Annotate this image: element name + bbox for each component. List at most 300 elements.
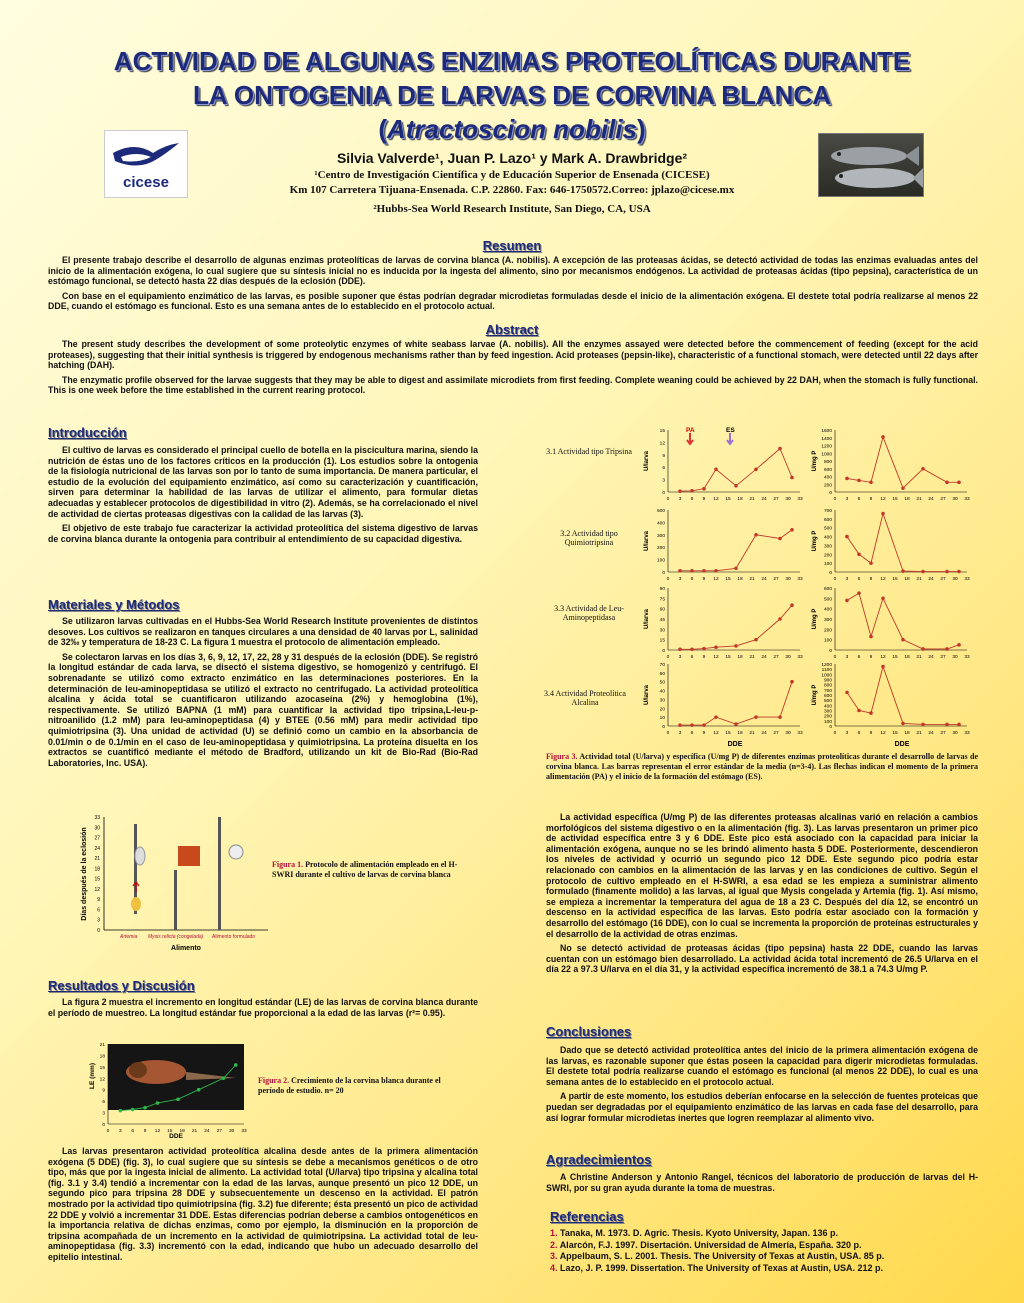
fig3-right-4-xtick: 27 [940,731,946,736]
fig2-ytick: 21 [99,1043,105,1048]
fig3-right-4-xtick: 30 [952,731,958,736]
fig3-right-1-ytick: 1600 [821,429,832,434]
reference-text: Appelbaum, S. L. 2001. Thesis. The University of Texas at Austin, USA. 85 p. [559,1251,885,1261]
fig3-right-1-point [845,477,849,481]
fig2-xtick: 15 [167,1129,173,1134]
fig3-left-1-xtick: 30 [785,497,791,502]
figure-3-caption [546,752,978,782]
fig2-ytick: 3 [102,1111,105,1117]
fig3-right-4-ytick: 600 [823,694,832,699]
fig2-xtick: 6 [131,1129,135,1134]
fig3-right-2-point [957,570,961,574]
fig3-right-3-xtick: 30 [952,655,958,660]
fig3-left-3-xtick: 3 [678,655,682,660]
fig3-right-3-xtick: 33 [964,655,970,660]
figure-3-chart [640,420,980,750]
fig3-left-3-ytick: 45 [659,618,665,623]
reference-item [550,1228,980,1240]
title-paren-close: ) [636,114,646,144]
fig3-left-4-xtick: 0 [666,731,670,736]
fig3-left-4-xtick: 18 [737,731,743,736]
fig3-right-2-point [901,569,905,573]
results-body-1 [48,997,478,1022]
fig3-ylabel-left: U/larva [644,450,650,472]
fig3-right-3-point [945,647,949,651]
authors: Silvia Valverde¹, Juan P. Lazo¹ y Mark A. Drawbridge² [336,150,688,166]
references-list [550,1228,980,1274]
fig3-right-2-xtick: 6 [857,577,861,582]
fig3-right-1-point [945,481,949,485]
fig1-caption-label: Figura 1. [272,860,304,869]
fig3-left-3-xtick: 24 [761,655,767,660]
fig3-right-2-ytick: 200 [823,553,832,559]
references-heading: Referencias [550,1209,624,1224]
fig3-right-2-ytick: 0 [829,571,832,576]
fig3-right-2-point [845,535,849,539]
fig3-right-4-ytick: 400 [823,704,832,710]
fig3-left-3-ytick: 0 [662,649,665,654]
fig3-left-3-point [754,638,758,642]
fig3-left-4-ytick: 20 [659,707,665,713]
fig3-right-1-xtick: 18 [904,497,910,502]
fig3-right-1-ytick: 800 [823,460,832,465]
fig3-row-label-3: 3.3 Actividad de Leu-Aminopeptidasa [554,604,624,622]
fig3-left-2-xtick: 21 [749,577,755,582]
fig3-right-3-point [901,638,905,642]
fig1-ytick: 18 [94,866,100,873]
fig3-left-1-ytick: 9 [662,453,665,459]
fig3-right-3-ytick: 100 [823,638,832,644]
fig1-ytick: 0 [97,928,100,934]
fig3-left-1-point [790,476,794,480]
fig2-point [222,1076,226,1080]
fig3-right-4-ytick: 1200 [821,663,832,668]
fig3-right-1-point [957,481,961,485]
fig3-right-4-xtick: 3 [845,731,849,736]
acknowledgements-p1: A Christine Anderson y Antonio Rangel, técnicos del laboratorio de producción de larvas del H-SWRI, por su gran ayuda durante la toma de muestras. [546,1172,978,1193]
fig3-left-3-xtick: 9 [702,655,706,660]
fig3-left-4-xtick: 15 [725,731,731,736]
methods-body [48,616,478,772]
fig3-right-4-point [845,691,849,695]
fig3-right-3-xtick: 9 [869,655,873,660]
figure-2-chart [86,1038,252,1140]
fig3-left-4-xtick: 27 [773,731,779,736]
fish-photo [818,133,924,197]
fig3-right-1-xtick: 24 [928,497,934,502]
fig3-right-4-ytick: 200 [823,714,832,720]
right-p2: No se detectó actividad de proteasas ácidas (tipo pepsina) hasta 22 DDE, cuando las larvas cuentan con un estómago bien desarrollado. La actividad ácida total incrementó de 26.5 U/larva en el día 22 a 97.3 U/larva en el día 31, y la actividad específica incrementó de 38.1 a 74.3 U/mg P. [546,943,978,975]
methods-p2: Se colectaron larvas en los días 3, 6, 9, 12, 17, 22, 28 y 31 después de la eclosión (DDE). Se registró la longitud estándar de cada larva, se disectó el sistema digestivo, se homogenizó y centrifugó. El sobrenadante se utilizó como extracto enzimático en las determinaciones posteriores. En la determinación de leu-aminopeptidasa se utilizó el extracto no centrifugado. La actividad proteolítica alcalina y ácida total se cuantificaron utilizando azocaseína (2%) y hemoglobina (1%), respectivamente. Se utilizó BAPNA (1 mM) para cuantificar la actividad tipo tripsina,L-leu-p-nitroanilido (1.2 mM) para leu-aminopeptidasa (4) y BTEE (0.56 mM) para medir actividad tipo quimiotripsina (3). Una unidad de actividad (U) se definió como un cambio en la absorbancia de 0.01/min o de 0.1/min en el caso de leu-aminopeptidasa y quimiotripsina. La proteína disuelta en los extractos se cuantificó mediante el método de Bradford, utilizando un kit de Bio-Rad (Bio-Rad Laboratories, Inc. USA). [48,651,478,768]
fig3-right-4-xtick: 24 [928,731,934,736]
fig3-right-1-ytick: 1000 [821,452,832,458]
fig1-ytick: 12 [94,886,100,893]
fig3-right-3-point [881,597,885,601]
fig3-left-1-point [754,467,758,471]
reference-item [550,1240,980,1252]
fig3-right-1-xtick: 27 [940,497,946,502]
fig2-xtick: 27 [216,1129,222,1134]
fig3-right-4-xtick: 12 [880,731,886,736]
fig3-right-4-point [945,723,949,727]
fig3-left-1-xtick: 24 [761,497,767,502]
logo-text: cicese [123,174,169,191]
fig3-caption-label: Figura 3. [546,752,578,761]
fig3-left-3-ytick: 75 [659,597,665,603]
fig3-left-2-xtick: 3 [678,577,682,582]
fig3-left-2-point [702,569,706,573]
fig3-left-4-point [754,715,758,719]
fig1-xlabel: Alimento [171,945,201,952]
fig3-right-1-xtick: 6 [857,497,861,502]
fig3-right-3-point [957,643,961,647]
fig3-right-3-xtick: 0 [833,655,837,660]
affiliation-address: Km 107 Carretera Tijuana-Ensenada. C.P. 22860. Fax: 646-1750572.Correo: jplazo@cicese.mx [289,184,735,196]
fig3-left-3-xtick: 12 [713,655,719,660]
resumen-p1: El presente trabajo describe el desarrollo de algunas enzimas proteolíticas de larvas de corvina blanca (A. nobilis). A excepción de las proteasas ácidas, se detectó actividad de todas las enzimas evaluadas antes del inicio de la alimentación exógena, lo cual sugiere que su síntesis inicial no es inducida por la ingesta del alimento, sino por mecanismos endógenos. La actividad de proteasas ácidas (tipo pepsina), característica de un estómago funcional, se detectó hasta 22 días después de la eclosión (DDE). [48,255,978,287]
fig3-left-2-ytick: 500 [656,509,665,514]
abstract-p1: The present study describes the development of some proteolytic enzymes of white seabass larvae (A. nobilis). All the enzymes assayed were detected before the commencement of feeding (except for the acid proteases), suggesting that their initial synthesis is triggered by endogenous mechanisms rather than by feed ingestion. Acid proteases (pepsin-like), characteristic of a functional stomach, were detected until 22 days after hatching (DAH). [48,339,978,371]
title-paren-open: ( [378,114,388,144]
fig2-xtick: 3 [119,1129,122,1134]
fig3-left-4-point [734,722,738,726]
fig3-right-3-point [857,591,861,595]
figure-1-caption [272,860,467,880]
fig3-right-4-xtick: 21 [916,731,922,736]
fig3-left-4-xtick: 3 [678,731,682,736]
fig1-ytick: 33 [94,815,100,821]
fig2-point [131,1108,135,1112]
fig1-caption-text: Protocolo de alimentación empleado en el H-SWRI durante el cultivo de larvas de corvina blanca [272,860,458,879]
fig3-left-4-point [690,723,694,727]
fig3-left-4-ytick: 50 [659,680,665,686]
pa-arrow-icon [687,433,693,444]
fig3-right-4-point [881,665,885,669]
results-heading: Resultados y Discusión [48,978,195,993]
fig3-right-2-ytick: 300 [823,544,832,550]
methods-heading: Materiales y Métodos [48,597,180,612]
fig2-caption-text: Crecimiento de la corvina blanca durante el período de estudio. n= 20 [258,1076,441,1095]
fig3-right-4-xtick: 9 [869,731,873,736]
fig3-right-4-xtick: 15 [892,731,898,736]
fig3-row-label-1: 3.1 Actividad tipo Tripsina [546,447,632,456]
fig3-left-1-ytick: 3 [662,478,665,484]
fig3-left-3-xtick: 6 [690,655,694,660]
fig3-right-1-point [921,467,925,471]
fig3-right-2-xtick: 21 [916,577,922,582]
fig3-left-1-point [678,489,682,493]
fig3-left-1-ytick: 15 [659,429,665,434]
fig3-left-1-xtick: 27 [773,497,779,502]
fig3-right-2-ytick: 700 [823,509,832,514]
fig3-right-3-xtick: 15 [892,655,898,660]
fig3-left-4-point [702,723,706,727]
fig3-left-1-point [734,484,738,488]
mysis-bar [174,870,177,930]
fig1-ytick: 24 [94,845,100,852]
fig3-right-2-xtick: 3 [845,577,849,582]
fig3-right-3-xtick: 18 [904,655,910,660]
fig3-left-3-point [790,603,794,607]
fig3-right-4-ytick: 900 [823,678,832,684]
fig3-left-2-xtick: 18 [737,577,743,582]
formulated-bar [218,817,221,930]
fig3-left-1-xtick: 33 [797,497,803,502]
fig3-left-3-point [714,645,718,649]
fig3-right-3-point [869,635,873,639]
fig3-row-label-2: 3.2 Actividad tipo Quimiotripsina [560,529,618,547]
fig3-right-4-series-line [847,667,959,725]
fig3-right-1-xtick: 15 [892,497,898,502]
fig3-right-2-xtick: 0 [833,577,837,582]
reference-text: Lazo, J. P. 1999. Dissertation. The University of Texas at Austin, USA. 212 p. [560,1262,883,1273]
fig3-left-2-point [714,569,718,573]
affiliations [200,168,824,217]
reference-text: Alarcón, F.J. 1997. Disertación. Universidad de Almería, España. 320 p. [559,1239,862,1250]
fig3-left-3-xtick: 0 [666,655,670,660]
fig3-right-3-xtick: 6 [857,655,861,660]
abstract-body [48,339,978,400]
es-arrow-icon [727,433,733,444]
fig3-xlabel-left: DDE [727,741,743,748]
fig3-right-1-ytick: 600 [823,467,832,473]
mysis-icon [178,846,200,866]
fig3-right-4-point [957,723,961,727]
fig3-right-4-point [921,723,925,727]
abstract-heading: Abstract [485,322,539,337]
figure-1-chart [78,812,268,954]
fig3-ylabel-left: U/larva [644,684,650,706]
fig3-left-2-point [690,569,694,573]
fig3-right-4-point [857,709,861,713]
fish-icon [819,134,923,196]
fig2-ylabel: LE (mm) [89,1063,96,1089]
fig3-right-1-xtick: 0 [833,497,837,502]
fig2-caption-label: Figura 2. [258,1076,290,1085]
fig3-right-3-xtick: 3 [845,655,849,660]
fig3-right-2-xtick: 27 [940,577,946,582]
fig2-ytick: 9 [102,1088,105,1094]
fig2-ytick: 0 [102,1123,105,1128]
cicese-logo [104,130,188,198]
fig3-right-4-ytick: 1100 [821,668,832,674]
fig3-left-4-xtick: 6 [690,731,694,736]
fig3-right-1-point [869,481,873,485]
fig3-caption-text: Actividad total (U/larva) y específica (U/mg P) de diferentes enzimas proteolíticas durante el desarrollo de larvas de corvina blanca. Las barras representan el error estándar de la media (n=3-4). Las flechas indican el momento de la primera alimentación (PA) y el inicio de la formación del estómago (ES). [546,752,979,781]
fig3-left-2-xtick: 33 [797,577,803,582]
fig3-right-2-point [869,561,873,565]
es-label: ES [726,427,735,434]
fig3-right-2-xtick: 18 [904,577,910,582]
fig3-left-2-ytick: 200 [656,546,665,552]
reference-item [550,1251,980,1263]
fig2-xtick: 30 [228,1129,235,1134]
fig3-left-4-xtick: 30 [785,731,791,736]
fig2-xtick: 9 [143,1129,147,1134]
fig3-right-1-point [901,486,905,490]
fig3-left-2-xtick: 6 [690,577,694,582]
fig2-ytick: 12 [99,1077,105,1083]
fig3-left-2-xtick: 12 [713,577,719,582]
fig3-left-4-ytick: 60 [659,671,665,677]
cicese-logo-mark [105,131,187,197]
fig3-right-4-xtick: 33 [964,731,970,736]
acknowledgements-heading: Agradecimientos [546,1152,652,1167]
fig1-ytick: 6 [97,907,100,914]
fig3-left-2-ytick: 0 [662,571,665,576]
fig3-right-1-ytick: 200 [823,483,832,489]
fig3-right-2-xtick: 12 [880,577,886,582]
fig3-right-4-ytick: 0 [829,725,832,730]
fig3-left-1-xtick: 6 [690,497,694,502]
fig3-right-1-ytick: 1200 [821,444,832,450]
fig2-point [176,1097,180,1101]
results-p1: La figura 2 muestra el incremento en longitud estándar (LE) de las larvas de corvina blanca durante el período de muestreo. La longitud estándar fue proporcional a la edad de las larvas (r²= 0.95). [48,997,479,1018]
fig3-left-4-ytick: 0 [662,725,665,730]
fig3-left-3-point [702,647,706,651]
fig3-right-1-xtick: 21 [916,497,922,502]
figure-1 [78,812,268,954]
fig3-right-3-xtick: 27 [940,655,946,660]
fig3-right-3-ytick: 600 [823,587,832,592]
fig1-ytick: 3 [97,917,100,924]
fig2-xlabel: DDE [169,1133,183,1140]
fig3-left-4-series-line [680,682,792,725]
fig1-item-0: Artemia [120,934,138,940]
feed-icon [229,845,243,859]
acknowledgements-body [546,1172,978,1197]
fig3-left-2-xtick: 15 [725,577,731,582]
fig3-left-3-series-line [680,605,792,649]
pa-label: PA [686,427,695,434]
fig1-ylabel: Días después de la eclosión [81,827,88,921]
fig3-left-3-point [778,617,782,621]
fig3-ylabel-right: U/mg P [812,450,818,472]
fig3-right-3-ytick: 200 [823,628,832,634]
fig1-item-2: Alimento formulado [212,934,256,940]
figure-2 [86,1038,252,1140]
fig1-ytick: 9 [97,897,100,904]
fig3-left-4-point [790,680,794,684]
fig2-point [119,1109,123,1113]
fig3-left-2-xtick: 27 [773,577,779,582]
fig3-right-2-xtick: 24 [928,577,934,582]
fig3-ylabel-right: U/mg P [812,530,818,552]
title-species: Atractoscion nobilis [387,114,637,144]
fig3-left-3-point [678,648,682,652]
resumen-body [48,255,978,316]
fig2-xtick: 18 [179,1129,185,1134]
fig3-right-4-ytick: 700 [823,688,832,694]
fig3-left-2-point [778,537,782,541]
fig1-ytick: 27 [94,835,100,842]
fig1-ytick: 21 [94,856,100,863]
fig3-right-4-ytick: 800 [823,683,832,689]
fig3-left-3-ytick: 90 [659,587,665,592]
methods-p1: Se utilizaron larvas cultivadas en el Hubbs-Sea World Research Institute provenientes de distintos desoves. Los cultivos se realizaron en tanques circulares a una densidad de 40 larvas por L, salinidad de 32‰ y temperatura de 18-23 C. La figura 1 muestra el protocolo de alimentación empleado. [48,616,478,648]
fig3-right-2-ytick: 400 [823,535,832,541]
fig3-left-2-point [790,528,794,532]
reference-number: 2. [550,1239,558,1250]
fig2-point [197,1088,201,1092]
fig2-point [156,1101,160,1105]
fig3-right-4-ytick: 100 [823,719,832,725]
fig2-ytick: 18 [99,1054,105,1060]
fig3-left-4-xtick: 12 [713,731,719,736]
fig3-left-3-xtick: 21 [749,655,755,660]
fig3-left-1-ytick: 0 [662,491,665,496]
fig3-right-4-ytick: 500 [823,699,832,705]
conclusions-p1: Dado que se detectó actividad proteolítica antes del inicio de la primera alimentación exógena de las larvas, es razonable suponer que éstas poseen la capacidad para digerir microdietas formuladas. El destete total podría realizarse cuando el estómago es funcional (al menos 22 DDE), lo cual es una semana antes de lo establecido en el protocolo actual. [546,1045,978,1087]
fig3-left-4-ytick: 70 [659,663,665,668]
artemia-icon [135,847,145,865]
fig3-left-2-xtick: 30 [785,577,791,582]
fig3-left-4-point [778,715,782,719]
fig3-right-4-point [901,722,905,726]
reference-number: 4. [550,1262,558,1273]
fig3-left-1-point [714,467,718,471]
fig2-ytick: 15 [99,1065,105,1071]
intro-body [48,445,478,548]
reference-item [550,1263,980,1275]
fig3-right-1-series-line [847,437,959,488]
right-p1: La actividad específica (U/mg P) de las diferentes proteasas alcalinas varió en relación a cambios morfológicos del sistema digestivo o en la alimentación (fig. 3). Las larvas presentaron un primer pico de actividad específica entre 3 y 6 DDE. Este pico está asociado con la capacidad para iniciar la alimentación exógena, aunque no se les brindó alimento hasta 5 DDE. Posteriormente, descendieron los niveles de actividad y ocurrió un segundo pico 12 DDE. Este segundo pico podría estar relacionado con cambios en la alimentación de las larvas y en las condiciones de cultivo. Según el protocolo de cultivo empleado en el H-SWRI, a esa edad se les empieza a suministrar alimento formulado (finamente molido) a las larvas, al igual que Mysis congelada y Artemia (fig. 1). Así mismo, se empieza a incrementar la temperatura del agua de 18 a 23 C. Después del día 12, se encontró un descenso en la actividad específica de las larvas. Esto podría estar asociado con la formación y desarrollo del estómago (16 DDE), con lo cual se incrementa la proporción de proteínas estructurales y el desarrollo de la actividad de otras enzimas. [546,812,978,939]
reference-text: Tanaka, M. 1973. D. Agric. Thesis. Kyoto University, Japan. 136 p. [560,1228,838,1238]
fig3-left-1-xtick: 12 [713,497,719,502]
fig3-right-3-xtick: 24 [928,655,934,660]
fig3-right-4-point [869,711,873,715]
abstract-p2: The enzymatic profile observed for the larvae suggests that they may be able to digest and assimilate microdiets from first feeding. Complete weaning could be achieved by 22 DAH, when the stomach is fully functional. This is one week before the time established in the current rearing protocol. [48,374,978,396]
fig3-right-1-ytick: 0 [829,491,832,496]
fig3-right-1-point [881,435,885,439]
fig3-right-3-ytick: 300 [823,618,832,623]
intro-p1: El cultivo de larvas es considerado el principal cuello de botella en la piscicultura marina, siendo la nutrición de éstas uno de los factores críticos en la producción (1). Los estudios sobre la ontogenia de la fisiología nutricional de las larvas son por lo tanto de suma importancia. De manera particular, el estudio de la evolución del equipamiento enzimático, así como su caracterización y cuantificación, sirven para determinar la habilidad de las larvas de utilizar el alimento, para formular dietas adecuadas y establecer protocolos de digestibilidad in vitro (2). Además, se ha correlacionado el nivel de actividad de ciertas proteasas digestivas con la calidad de las larvas (3). [48,445,478,519]
fig3-left-2-ytick: 300 [656,533,665,539]
fig3-left-4-ytick: 40 [659,689,665,695]
fig3-left-1-xtick: 0 [666,497,670,502]
fig3-left-2-ytick: 400 [656,521,665,527]
fig3-right-2-point [857,552,861,556]
fig3-ylabel-left: U/larva [644,608,650,630]
fig3-ylabel-left: U/larva [644,530,650,552]
fig1-item-1: Mysis relicta (congelada) [148,934,204,940]
fig3-left-3-point [734,644,738,648]
fig2-point [143,1106,147,1110]
fig3-left-4-xtick: 33 [797,731,803,736]
reference-number: 3. [550,1251,558,1261]
fig3-left-3-ytick: 30 [659,628,665,634]
fig3-left-3-xtick: 27 [773,655,779,660]
fig3-left-2-ytick: 100 [656,558,665,564]
fig3-left-4-ytick: 30 [659,698,665,704]
fig3-ylabel-right: U/mg P [812,608,818,630]
fig3-right-3-xtick: 21 [916,655,922,660]
fig3-left-1-xtick: 15 [725,497,731,502]
fig3-right-1-point [857,479,861,483]
fig2-xtick: 0 [106,1129,110,1134]
fig3-right-3-xtick: 12 [880,655,886,660]
fig3-right-2-xtick: 9 [869,577,873,582]
fig3-right-2-xtick: 15 [892,577,898,582]
fig3-right-2-point [945,570,949,574]
fig3-left-1-xtick: 9 [702,497,706,502]
fig3-left-3-xtick: 18 [737,655,743,660]
fig3-right-3-ytick: 500 [823,597,832,603]
fig3-left-1-xtick: 18 [737,497,743,502]
fig3-right-2-ytick: 100 [823,562,832,568]
fig3-left-3-xtick: 15 [725,655,731,660]
fig3-right-4-xtick: 6 [857,731,861,736]
